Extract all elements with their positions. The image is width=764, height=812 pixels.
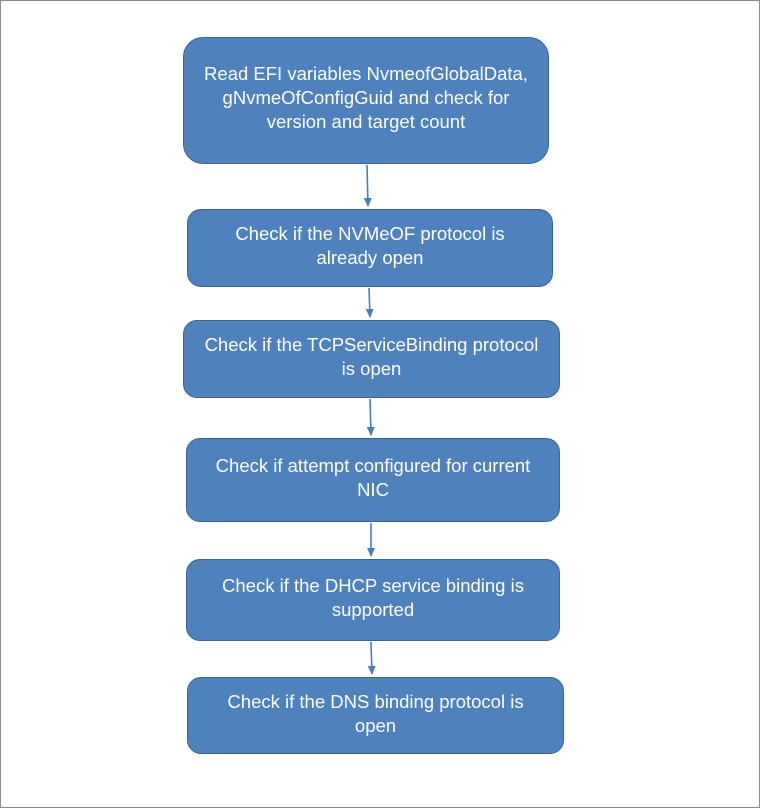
flow-step-label: Check if the DNS binding protocol is open xyxy=(227,690,524,736)
flow-step-label: Check if the NVMeOF protocol is already open xyxy=(235,223,505,268)
flow-step-check-attempt-configured xyxy=(186,438,560,522)
flow-step-check-nvmeof-protocol xyxy=(187,209,553,287)
flow-step-check-dns-binding xyxy=(187,677,564,754)
flow-step-check-dhcp-binding xyxy=(186,559,560,641)
arrow-2-to-3 xyxy=(369,288,370,317)
arrow-5-to-6 xyxy=(371,642,372,674)
flow-step-label: Check if attempt configured for current NIC xyxy=(215,455,531,500)
arrow-3-to-4 xyxy=(370,399,371,435)
flow-step-label: Check if the TCPServiceBinding protocol is open xyxy=(204,334,539,379)
flow-step-label: Read EFI variables NvmeofGlobalData, gNvmeOfConfigGuid and check for version and target count xyxy=(204,62,528,132)
arrow-1-to-2 xyxy=(367,165,368,206)
flow-step-label: Check if the DHCP service binding is supported xyxy=(222,575,524,620)
flow-step-read-efi-variables xyxy=(183,37,549,164)
flow-step-check-tcp-service-binding xyxy=(183,320,560,398)
